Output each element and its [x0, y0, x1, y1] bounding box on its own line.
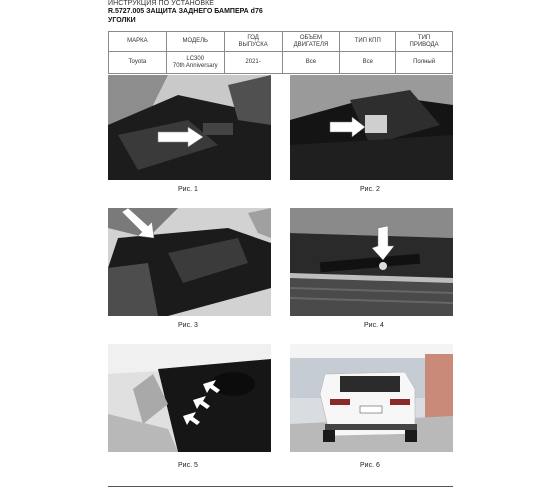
cell-gearbox: Все — [340, 52, 396, 74]
spec-table — [108, 31, 453, 74]
header-cell-year: ГОД ВЫПУСКА — [224, 32, 282, 52]
header-cell-gearbox: ТИП КПП — [340, 32, 396, 52]
figure-5-caption: Рис. 5 — [178, 462, 198, 469]
figure-3-photo — [108, 208, 271, 316]
header-cell-make: МАРКА — [109, 32, 167, 52]
product-code-title: R.5727.005 ЗАЩИТА ЗАДНЕГО БАМПЕРА d76 — [108, 8, 263, 15]
header-cell-drive: ТИП ПРИВОДА — [396, 32, 453, 52]
instruction-title: ИНСТРУКЦИЯ ПО УСТАНОВКЕ — [108, 0, 215, 7]
product-subtitle: УГОЛКИ — [108, 17, 136, 24]
figure-4-caption: Рис. 4 — [364, 322, 384, 329]
cell-drive: Полный — [396, 52, 453, 74]
figure-2-caption: Рис. 2 — [360, 186, 380, 193]
figure-1-caption: Рис. 1 — [178, 186, 198, 193]
figure-6-photo — [290, 344, 453, 452]
header-cell-engine: ОБЪЕМ ДВИГАТЕЛЯ — [282, 32, 340, 52]
figure-5-photo — [108, 344, 271, 452]
figure-6-caption: Рис. 6 — [360, 462, 380, 469]
cell-year: 2021- — [224, 52, 282, 74]
spec-table-header-row — [109, 32, 453, 52]
figure-1-photo — [108, 75, 271, 180]
figure-2-photo — [290, 75, 453, 180]
cell-make: Toyota — [109, 52, 167, 74]
cell-model: LC300 70th Anniversary — [166, 52, 224, 74]
footer-divider — [108, 486, 453, 487]
figure-3-caption: Рис. 3 — [178, 322, 198, 329]
spec-table-row — [109, 52, 453, 74]
header-cell-model: МОДЕЛЬ — [166, 32, 224, 52]
cell-engine: Все — [282, 52, 340, 74]
figure-4-photo — [290, 208, 453, 316]
